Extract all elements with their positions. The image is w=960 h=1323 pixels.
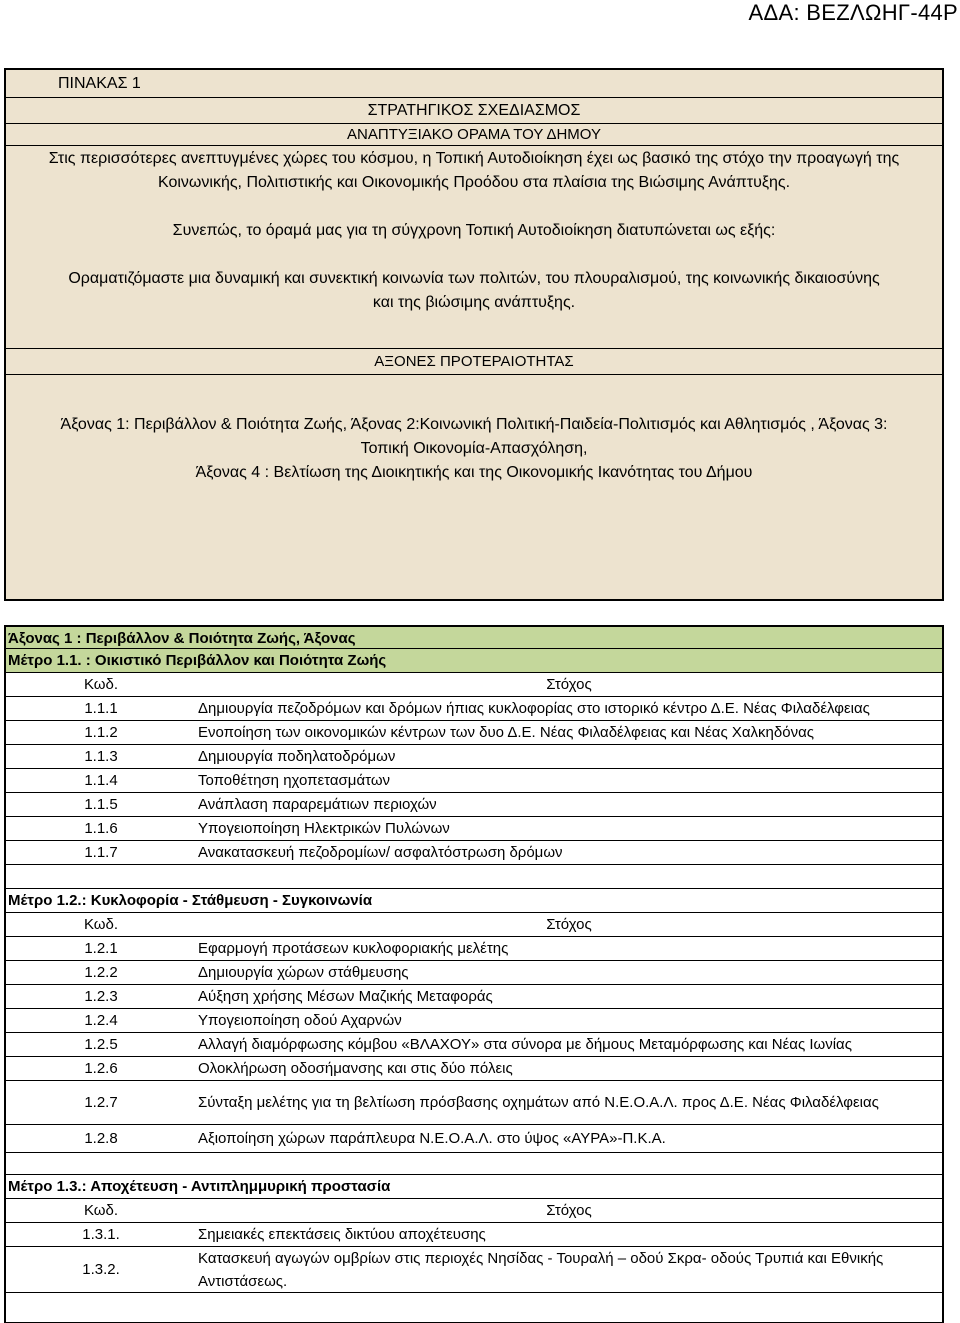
vision-block: [6, 146, 942, 349]
table-row: [6, 721, 942, 745]
measure-title: Μέτρο 1.1. : Οικιστικό Περιβάλλον και Ποιότητα Ζωής: [6, 649, 942, 673]
table-row: [6, 841, 942, 865]
section-title: ΣΤΡΑΤΗΓΙΚΟΣ ΣΧΕΔΙΑΣΜΟΣ: [6, 98, 942, 124]
table-row: [6, 817, 942, 841]
row-code: 1.2.1: [84, 940, 118, 957]
row-goal: Τοποθέτηση ηχοπετασμάτων: [198, 772, 391, 789]
row-code: 1.1.5: [84, 796, 118, 813]
row-goal: Σύνταξη μελέτης για τη βελτίωση πρόσβασης οχημάτων από Ν.Ε.Ο.Α.Λ. προς Δ.Ε. Νέας Φιλαδέλφειας: [198, 1094, 879, 1111]
row-code: 1.2.5: [84, 1036, 118, 1053]
row-goal: Υπογειοποίηση Ηλεκτρικών Πυλώνων: [198, 820, 450, 837]
table-row: [6, 961, 942, 985]
vision-intro-2: Κοινωνικής, Πολιτιστικής και Οικονομικής Προόδου στα πλαίσια της Βιώσιμης Ανάπτυξης.: [157, 174, 791, 191]
table-row: [6, 1033, 942, 1057]
vision-lead: Συνεπώς, το όραμά μας για τη σύγχρονη Τοπική Αυτοδιοίκηση διατυπώνεται ως εξής:: [172, 222, 776, 239]
row-goal: [196, 1247, 942, 1293]
axis1-title: Άξονας 1 : Περιβάλλον & Ποιότητα Ζωής, Άξονας: [6, 625, 942, 649]
code-header: Κωδ.: [83, 1202, 119, 1219]
table-header-row: [6, 1199, 942, 1223]
measure-title: Μέτρο 1.3.: Αποχέτευση - Αντιπλημμυρική προστασία: [6, 1175, 942, 1199]
row-code: 1.2.7: [84, 1094, 118, 1111]
table-row: [6, 697, 942, 721]
vision-intro-1: Στις περισσότερες ανεπτυγμένες χώρες του κόσμου, η Τοπική Αυτοδιοίκηση έχει ως βασικό της στόχο την προαγωγή της: [48, 150, 900, 167]
row-code: 1.2.4: [84, 1012, 118, 1029]
row-goal: Ανάπλαση παραρεμάτιων περιοχών: [198, 796, 437, 813]
axes-line-2: Τοπική Οικονομία-Απασχόληση,: [360, 440, 588, 457]
row-goal: Ανακατασκευή πεζοδρομίων/ ασφαλτόστρωση δρόμων: [198, 844, 563, 861]
spacer-row: [6, 1153, 942, 1175]
row-code: 1.3.1.: [82, 1226, 120, 1243]
spacer-row: [6, 1293, 942, 1323]
spacer-row: [6, 865, 942, 889]
row-goal: Αύξηση χρήσης Μέσων Μαζικής Μεταφοράς: [198, 988, 493, 1005]
vision-statement-2: και της βιώσιμης ανάπτυξης.: [372, 294, 576, 311]
table-title-text: ΠΙΝΑΚΑΣ 1: [58, 75, 141, 92]
row-code: 1.2.2: [84, 964, 118, 981]
measure-title: Μέτρο 1.2.: Κυκλοφορία - Στάθμευση - Συγκοινωνία: [6, 889, 942, 913]
row-code: 1.1.4: [84, 772, 118, 789]
axes-line-1: Άξονας 1: Περιβάλλον & Ποιότητα Ζωής, Άξονας 2:Κοινωνική Πολιτική-Παιδεία-Πολιτισμός και Αθλητισμός , Άξονας 3:: [60, 416, 888, 433]
table-row: [6, 793, 942, 817]
row-goal: Ενοποίηση των οικονομικών κέντρων των δυο Δ.Ε. Νέας Φιλαδέλφειας και Νέας Χαλκηδόνας: [198, 724, 814, 741]
table-row: [6, 1125, 942, 1153]
table-row: [6, 1081, 942, 1125]
axes-line-3: Άξονας 4 : Βελτίωση της Διοικητικής και της Οικονομικής Ικανότητας του Δήμου: [195, 464, 753, 481]
table-row: [6, 985, 942, 1009]
row-goal: Υπογειοποίηση οδού Αχαρνών: [198, 1012, 402, 1029]
row-goal: Αξιοποίηση χώρων παράπλευρα Ν.Ε.Ο.Α.Λ. στο ύψος «ΑΥΡΑ»-Π.Κ.Α.: [198, 1130, 666, 1147]
row-goal: Δημιουργία ποδηλατοδρόμων: [198, 748, 396, 765]
row-goal: Ολοκλήρωση οδοσήμανσης και στις δύο πόλεις: [198, 1060, 513, 1077]
row-code: 1.2.6: [84, 1060, 118, 1077]
table-title: [6, 70, 942, 98]
row-code: 1.1.6: [84, 820, 118, 837]
row-code: 1.1.7: [84, 844, 118, 861]
row-code: 1.2.3: [84, 988, 118, 1005]
row-code: 1.2.8: [84, 1130, 118, 1147]
code-header: Κωδ.: [83, 676, 119, 693]
table-row: [6, 769, 942, 793]
goal-header: Στόχος: [546, 676, 592, 693]
table-header-row: [6, 673, 942, 697]
table-row: [6, 1247, 942, 1293]
strategic-box: [4, 68, 944, 601]
table-row: [6, 1223, 942, 1247]
axes-header: ΑΞΟΝΕΣ ΠΡΟΤΕΡΑΙΟΤΗΤΑΣ: [6, 349, 942, 375]
row-code: 1.1.1: [84, 700, 118, 717]
table-header-row: [6, 913, 942, 937]
table-row: [6, 937, 942, 961]
axes-block: [6, 375, 942, 599]
vision-statement-1: Οραματιζόμαστε μια δυναμική και συνεκτική κοινωνία των πολιτών, του πλουραλισμού, της κοινωνικής δικαιοσύνης: [68, 270, 880, 287]
goal-header: Στόχος: [546, 1202, 592, 1219]
row-goal: Εφαρμογή προτάσεων κυκλοφοριακής μελέτης: [198, 940, 509, 957]
row-code: 1.1.2: [84, 724, 118, 741]
row-goal: Δημιουργία πεζοδρόμων και δρόμων ήπιας κυκλοφορίας στο ιστορικό κέντρο Δ.Ε. Νέας Φιλαδέλφειας: [198, 700, 870, 717]
document-id: ΑΔΑ: ΒΕΖΛΩΗΓ-44Ρ: [748, 0, 958, 25]
table-row: [6, 1009, 942, 1033]
table-row: [6, 1057, 942, 1081]
goal-header: Στόχος: [546, 916, 592, 933]
axis1-table: [4, 625, 944, 1323]
subsection-title: ΑΝΑΠΤΥΞΙΑΚΟ ΟΡΑΜΑ ΤΟΥ ΔΗΜΟΥ: [6, 124, 942, 146]
row-code: 1.1.3: [84, 748, 118, 765]
row-goal: Δημιουργία χώρων στάθμευσης: [198, 964, 409, 981]
row-goal: Αλλαγή διαμόρφωσης κόμβου «ΒΛΑΧΟΥ» στα σύνορα με δήμους Μεταμόρφωσης και Νέας Ιωνίας: [198, 1036, 852, 1053]
code-header: Κωδ.: [83, 916, 119, 933]
row-code: 1.3.2.: [82, 1261, 120, 1278]
table-sheet: [4, 68, 944, 1323]
row-goal-line-2: Αντιστάσεως.: [198, 1272, 288, 1290]
row-goal: Σημειακές επεκτάσεις δικτύου αποχέτευσης: [198, 1226, 486, 1243]
row-goal-line-1: Κατασκευή αγωγών ομβρίων στις περιοχές Νησίδας - Τουραλή – οδού Σκρα- οδούς Τρυπιά και Εθνικής: [198, 1249, 884, 1267]
table-row: [6, 745, 942, 769]
